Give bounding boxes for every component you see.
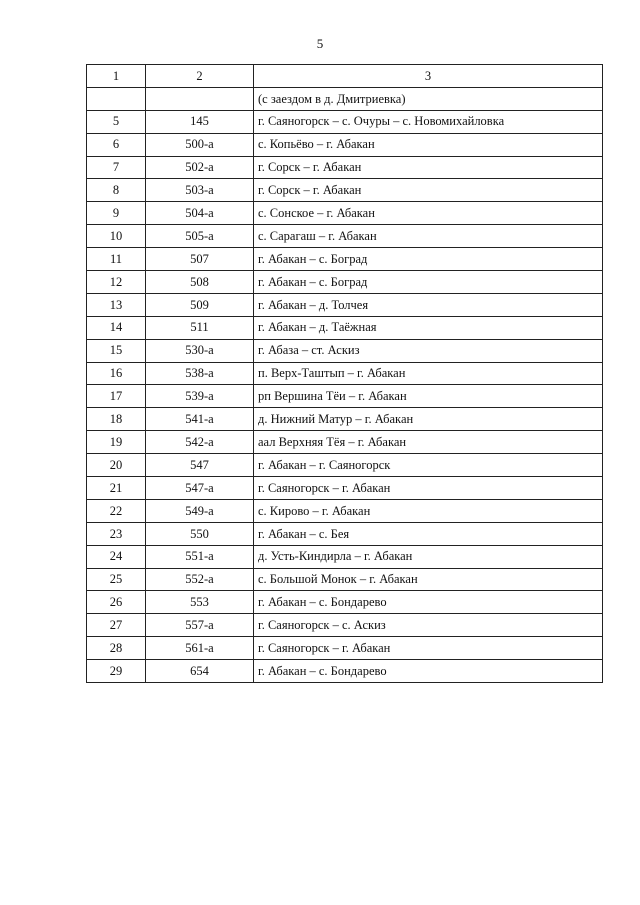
table-row	[87, 133, 603, 156]
route-code-cell: 541-а	[146, 408, 254, 431]
row-number-cell: 26	[87, 591, 146, 614]
row-number-cell: 13	[87, 293, 146, 316]
table-row	[87, 522, 603, 545]
route-name-cell: д. Усть-Киндирла – г. Абакан	[254, 545, 603, 568]
route-code-cell: 557-а	[146, 614, 254, 637]
route-name-cell: с. Большой Монок – г. Абакан	[254, 568, 603, 591]
route-name-cell: д. Нижний Матур – г. Абакан	[254, 408, 603, 431]
route-code-cell: 538-а	[146, 362, 254, 385]
route-name-cell: г. Саяногорск – с. Очуры – с. Новомихайловка	[254, 110, 603, 133]
table-row	[87, 431, 603, 454]
route-code-cell: 503-а	[146, 179, 254, 202]
route-name-cell: с. Кирово – г. Абакан	[254, 499, 603, 522]
column-header-route-code: 2	[146, 65, 254, 88]
row-number-cell: 5	[87, 110, 146, 133]
route-name-cell: г. Абакан – д. Таёжная	[254, 316, 603, 339]
route-name-cell: (с заездом в д. Дмитриевка)	[254, 87, 603, 110]
route-name-cell: г. Саяногорск – с. Аскиз	[254, 614, 603, 637]
route-name-cell: г. Абакан – с. Бондарево	[254, 591, 603, 614]
page-number: 5	[316, 36, 324, 51]
table-row	[87, 293, 603, 316]
table-row	[87, 156, 603, 179]
route-code-cell: 530-а	[146, 339, 254, 362]
table-row	[87, 545, 603, 568]
row-number-cell: 22	[87, 499, 146, 522]
route-name-cell: г. Абакан – с. Бондарево	[254, 660, 603, 683]
route-name-cell: г. Саяногорск – г. Абакан	[254, 477, 603, 500]
table-row	[87, 110, 603, 133]
row-number-cell: 7	[87, 156, 146, 179]
table-row	[87, 614, 603, 637]
row-number-cell: 23	[87, 522, 146, 545]
route-code-cell: 505-а	[146, 225, 254, 248]
row-number-cell: 10	[87, 225, 146, 248]
table-row	[87, 316, 603, 339]
route-code-cell: 551-а	[146, 545, 254, 568]
row-number-cell: 8	[87, 179, 146, 202]
route-name-cell: г. Абаза – ст. Аскиз	[254, 339, 603, 362]
route-name-cell: рп Вершина Тёи – г. Абакан	[254, 385, 603, 408]
table-row	[87, 202, 603, 225]
route-code-cell: 547-а	[146, 477, 254, 500]
route-code-cell: 561-а	[146, 637, 254, 660]
route-name-cell: г. Саяногорск – г. Абакан	[254, 637, 603, 660]
route-code-cell: 552-а	[146, 568, 254, 591]
table-row	[87, 408, 603, 431]
table-row	[87, 385, 603, 408]
column-header-number: 1	[87, 65, 146, 88]
route-code-cell: 654	[146, 660, 254, 683]
row-number-cell: 29	[87, 660, 146, 683]
table-header-row	[87, 65, 603, 88]
row-number-cell: 25	[87, 568, 146, 591]
route-code-cell	[146, 87, 254, 110]
row-number-cell: 21	[87, 477, 146, 500]
route-name-cell: г. Абакан – с. Бея	[254, 522, 603, 545]
route-code-cell: 509	[146, 293, 254, 316]
route-name-cell: с. Сонское – г. Абакан	[254, 202, 603, 225]
row-number-cell: 24	[87, 545, 146, 568]
table-row-continuation	[87, 87, 603, 110]
route-name-cell: г. Сорск – г. Абакан	[254, 156, 603, 179]
route-name-cell: г. Абакан – д. Толчея	[254, 293, 603, 316]
table-row	[87, 477, 603, 500]
row-number-cell: 14	[87, 316, 146, 339]
table-row	[87, 591, 603, 614]
row-number-cell: 15	[87, 339, 146, 362]
table-row	[87, 660, 603, 683]
route-name-cell: г. Сорск – г. Абакан	[254, 179, 603, 202]
route-name-cell: с. Копьёво – г. Абакан	[254, 133, 603, 156]
table-row	[87, 225, 603, 248]
route-code-cell: 539-а	[146, 385, 254, 408]
route-code-cell: 145	[146, 110, 254, 133]
route-code-cell: 502-а	[146, 156, 254, 179]
route-name-cell: г. Абакан – с. Боград	[254, 248, 603, 271]
row-number-cell: 9	[87, 202, 146, 225]
row-number-cell: 19	[87, 431, 146, 454]
route-code-cell: 507	[146, 248, 254, 271]
route-name-cell: аал Верхняя Тёя – г. Абакан	[254, 431, 603, 454]
route-code-cell: 542-а	[146, 431, 254, 454]
route-name-cell: п. Верх-Таштып – г. Абакан	[254, 362, 603, 385]
row-number-cell: 11	[87, 248, 146, 271]
routes-table-body	[87, 65, 603, 683]
route-code-cell: 553	[146, 591, 254, 614]
table-row	[87, 568, 603, 591]
column-header-route-name: 3	[254, 65, 603, 88]
table-row	[87, 499, 603, 522]
route-code-cell: 504-а	[146, 202, 254, 225]
route-name-cell: г. Абакан – г. Саяногорск	[254, 454, 603, 477]
row-number-cell: 6	[87, 133, 146, 156]
route-code-cell: 550	[146, 522, 254, 545]
row-number-cell: 20	[87, 454, 146, 477]
row-number-cell: 28	[87, 637, 146, 660]
table-row	[87, 454, 603, 477]
table-row	[87, 248, 603, 271]
row-number-cell: 17	[87, 385, 146, 408]
route-code-cell: 547	[146, 454, 254, 477]
row-number-cell: 18	[87, 408, 146, 431]
table-row	[87, 637, 603, 660]
routes-table	[86, 64, 603, 683]
route-name-cell: с. Сарагаш – г. Абакан	[254, 225, 603, 248]
route-name-cell: г. Абакан – с. Боград	[254, 271, 603, 294]
table-row	[87, 271, 603, 294]
row-number-cell	[87, 87, 146, 110]
table-row	[87, 339, 603, 362]
row-number-cell: 27	[87, 614, 146, 637]
route-code-cell: 549-а	[146, 499, 254, 522]
row-number-cell: 12	[87, 271, 146, 294]
route-code-cell: 511	[146, 316, 254, 339]
row-number-cell: 16	[87, 362, 146, 385]
table-row	[87, 179, 603, 202]
route-code-cell: 508	[146, 271, 254, 294]
route-code-cell: 500-а	[146, 133, 254, 156]
table-row	[87, 362, 603, 385]
